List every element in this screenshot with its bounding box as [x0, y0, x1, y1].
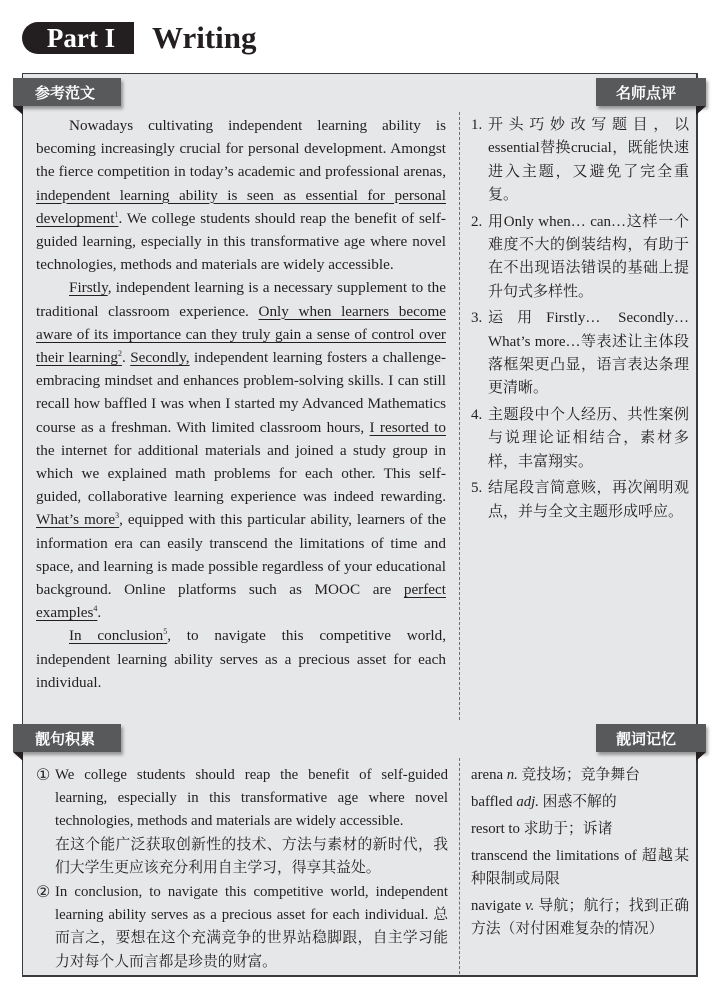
vocab-meaning: 竞技场；竞争舞台	[521, 767, 640, 783]
phrase-text: What’s more	[36, 511, 116, 529]
underlined-phrase: Firstly	[69, 279, 108, 297]
sentence-chinese: 总而言之，要想在这个充满竞争的世界站稳脚跟，自主学习能力对每个人而言都是珍贵的财富。	[55, 907, 449, 970]
essay-paragraph	[36, 114, 446, 276]
section-label-teacher-comments: 名师点评	[596, 78, 706, 106]
essay-paragraph	[36, 624, 446, 694]
part-title: Writing	[152, 20, 257, 55]
vocab-meaning: 求助于；诉诸	[523, 821, 613, 837]
comment-item	[471, 477, 689, 524]
column-divider	[459, 758, 460, 974]
label-fold-decoration	[696, 106, 706, 115]
sentence-item	[36, 881, 448, 974]
vocab-list	[471, 764, 689, 945]
footnote-marker: 4	[93, 604, 98, 614]
footnote-marker: 3	[115, 511, 120, 521]
vocab-meaning: 导航；航行；找到正确方法（对付困难复杂的情况）	[471, 898, 690, 937]
underlined-phrase	[69, 627, 167, 644]
vocab-pos: v.	[525, 898, 535, 914]
essay-text: . We college students should reap the benefit of self-guided learning, especially in this transformative age where novel technologies, methods and materials are widely accessible.	[36, 209, 446, 274]
column-divider	[459, 112, 460, 720]
sentence-number: ①	[36, 767, 51, 784]
section-label-sample-essay: 参考范文	[13, 78, 121, 106]
comment-text: 开头巧妙改写题目，以essential替换crucial，既能快速进入主题，又避免了完全重复。	[488, 117, 689, 204]
sentence-bank	[36, 764, 448, 975]
comment-number: 4.	[471, 406, 483, 423]
comment-item	[471, 114, 689, 208]
essay-text: independent learning fosters a challenge-embracing mindset and enhances problem-solving skills. I can still recall how baffled I was when I started my Advanced Mathematics course as a freshman. With limited classroom hours,	[36, 349, 447, 436]
sentence-english: In conclusion, to navigate this competitive world, independent learning ability serves as a precious asset for each individual.	[55, 884, 448, 924]
label-fold-decoration	[696, 752, 706, 761]
vocab-item	[471, 845, 689, 891]
vocab-word: baffled	[471, 794, 513, 810]
comment-number: 2.	[471, 213, 483, 230]
label-fold-decoration	[13, 752, 23, 761]
comment-text: 主题段中个人经历、共性案例与说理论证相结合，素材多样，丰富翔实。	[488, 406, 689, 470]
comment-item	[471, 211, 689, 305]
teacher-comments	[471, 114, 689, 527]
essay-text: Nowadays cultivating independent learning ability is becoming increasingly crucial for personal development. Amongst the fierce competition in today’s academic and professional arenas,	[36, 117, 446, 181]
essay-text: , to navigate this competitive world, independent learning ability serves as a precious asset for each individual.	[36, 627, 447, 691]
essay-text: .	[122, 349, 131, 367]
comment-item	[471, 404, 689, 474]
footnote-marker: 2	[118, 349, 122, 359]
vocab-meaning: 超越某种限制或局限	[471, 848, 690, 887]
sentence-chinese: 在这个能广泛获取创新性的技术、方法与素材的新时代，我们大学生更应该充分利用自主学习，得享其益处。	[55, 836, 448, 876]
label-fold-decoration	[13, 106, 23, 115]
essay-text: , equipped with this particular ability, learners of the information era can easily transcend the limitations of time and space, and learning is made possible regardless of your educational background. Online platforms such as MOOC are	[36, 511, 446, 599]
comment-text: 用Only when… can…这样一个难度不大的倒装结构，有助于在不出现语法错误的基础上提升句式多样性。	[488, 213, 689, 300]
sample-essay	[36, 114, 446, 694]
underlined-phrase: Secondly,	[130, 349, 190, 367]
comment-text: 结尾段言简意赅，再次阐明观点，并与全文主题形成呼应。	[488, 480, 689, 520]
essay-text: the internet for additional materials and joined a study group in which we explained math problems for each other. This self-guided, collaborative learning experience was indeed rewarding.	[36, 441, 446, 506]
vocab-word: navigate	[471, 898, 522, 914]
essay-text: .	[97, 604, 102, 622]
comment-number: 3.	[471, 310, 483, 327]
part-heading	[22, 22, 257, 54]
essay-paragraph	[36, 276, 446, 624]
content-box	[22, 73, 698, 977]
section-label-sentence-bank: 靓句积累	[13, 724, 121, 752]
section-label-vocab-memory: 靓词记忆	[596, 724, 706, 752]
underlined-phrase	[36, 511, 119, 528]
vocab-item	[471, 818, 689, 841]
phrase-text: Only when learners become aware of its importance can they truly gain a sense of control over their learning	[36, 302, 446, 367]
vocab-word: transcend the limitations of	[471, 848, 637, 864]
comment-number: 5.	[471, 480, 483, 497]
vocab-item	[471, 764, 689, 787]
vocab-meaning: 困惑不解的	[542, 794, 617, 810]
vocab-word: arena	[471, 767, 504, 783]
comment-number: 1.	[471, 117, 483, 133]
footnote-marker: 1	[114, 209, 119, 219]
vocab-word: resort to	[471, 821, 520, 837]
vocab-pos: n.	[506, 767, 518, 783]
essay-text: , independent learning is a necessary supplement to the traditional classroom experience.	[36, 279, 446, 320]
vocab-pos: adj.	[516, 794, 539, 810]
footnote-marker: 5	[163, 627, 168, 637]
vocab-item	[471, 791, 689, 814]
sentence-number: ②	[36, 884, 51, 902]
underlined-phrase: I resorted to	[369, 418, 446, 436]
phrase-text: independent learning ability is seen as essential for personal development	[36, 186, 446, 227]
phrase-text: perfect examples	[36, 581, 446, 622]
part-badge: Part I	[22, 22, 134, 54]
comment-text: 运用Firstly… Secondly… What’s more…等表述让主体段落框架更凸显，语言表达条理更清晰。	[488, 310, 689, 397]
sentence-english: We college students should reap the benefit of self-guided learning, especially in this transformative age where novel technologies, methods and materials are widely accessible.	[55, 767, 448, 830]
sentence-item	[36, 764, 448, 880]
comment-item	[471, 307, 689, 401]
phrase-text: In conclusion	[69, 627, 164, 645]
vocab-item	[471, 895, 689, 941]
